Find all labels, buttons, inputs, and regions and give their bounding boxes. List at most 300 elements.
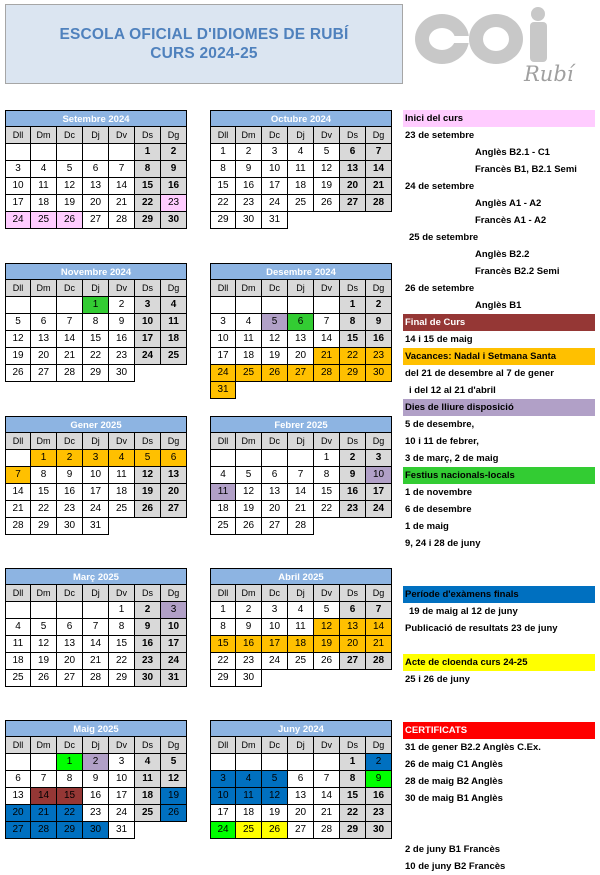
day-cell: 22	[31, 501, 57, 518]
weekday-header: Dj	[83, 737, 109, 754]
day-cell: 2	[109, 297, 135, 314]
day-cell: 30	[366, 365, 392, 382]
legend-heading: Acte de cloenda curs 24-25	[403, 654, 595, 671]
legend-item	[403, 807, 595, 824]
day-cell: 20	[161, 484, 187, 501]
empty-day-cell	[288, 450, 314, 467]
weekday-header: Ds	[340, 127, 366, 144]
day-cell: 5	[31, 619, 57, 636]
day-cell: 16	[366, 331, 392, 348]
legend-item: Francès A1 - A2	[475, 215, 547, 226]
day-cell: 3	[83, 450, 109, 467]
day-cell: 19	[5, 348, 31, 365]
course-year: CURS 2024-25	[150, 45, 258, 62]
weekday-header: Dc	[262, 433, 288, 450]
month-title: Desembre 2024	[210, 263, 392, 280]
legend-item	[403, 688, 595, 705]
day-cell: 18	[236, 805, 262, 822]
day-cell: 29	[210, 670, 236, 687]
day-cell: 5	[135, 450, 161, 467]
day-cell: 29	[83, 365, 109, 382]
day-cell: 4	[161, 297, 187, 314]
weekday-header: Dg	[161, 127, 187, 144]
day-cell: 16	[366, 788, 392, 805]
day-cell: 12	[31, 636, 57, 653]
day-cell: 2	[366, 754, 392, 771]
day-cell: 6	[262, 467, 288, 484]
day-cell: 2	[236, 144, 262, 161]
legend-item: Francès B2.2 Semi	[475, 266, 560, 277]
weekday-header: Dg	[366, 433, 392, 450]
day-cell: 20	[83, 195, 109, 212]
weekday-header: Dll	[210, 127, 236, 144]
weekday-header: Ds	[340, 585, 366, 602]
day-cell: 9	[161, 161, 187, 178]
legend-item: 1 de novembre	[405, 487, 473, 498]
day-cell: 23	[340, 501, 366, 518]
empty-day-cell	[5, 450, 31, 467]
day-cell: 28	[288, 518, 314, 535]
day-cell: 11	[5, 636, 31, 653]
day-cell: 5	[5, 314, 31, 331]
legend-item: 26 de maig C1 Anglès	[405, 759, 503, 770]
day-cell: 7	[366, 602, 392, 619]
day-cell: 2	[161, 144, 187, 161]
day-cell: 21	[109, 195, 135, 212]
day-cell: 2	[135, 602, 161, 619]
day-cell: 8	[83, 314, 109, 331]
weekday-header: Dg	[366, 585, 392, 602]
day-cell: 16	[340, 484, 366, 501]
day-cell: 30	[135, 670, 161, 687]
day-cell: 15	[109, 636, 135, 653]
day-cell: 17	[161, 636, 187, 653]
weekday-header: Dv	[109, 127, 135, 144]
day-cell: 26	[262, 822, 288, 839]
legend-heading: Festius nacionals-locals	[403, 467, 595, 484]
day-cell: 24	[5, 212, 31, 229]
day-cell: 17	[210, 805, 236, 822]
empty-day-cell	[288, 297, 314, 314]
day-cell: 25	[288, 195, 314, 212]
empty-day-cell	[109, 144, 135, 161]
day-cell: 10	[5, 178, 31, 195]
weekday-header: Dm	[236, 737, 262, 754]
day-cell: 11	[109, 467, 135, 484]
day-cell: 5	[314, 602, 340, 619]
day-cell: 27	[288, 365, 314, 382]
day-cell: 7	[57, 314, 83, 331]
weekday-header: Dv	[314, 737, 340, 754]
day-cell: 9	[109, 314, 135, 331]
day-cell: 11	[288, 161, 314, 178]
day-cell: 17	[109, 788, 135, 805]
empty-day-cell	[31, 602, 57, 619]
legend-item: 10 i 11 de febrer,	[405, 436, 479, 447]
day-cell: 9	[236, 161, 262, 178]
weekday-header: Dm	[236, 585, 262, 602]
legend-item: 1 de maig	[405, 521, 449, 532]
day-cell: 13	[57, 636, 83, 653]
day-cell: 9	[236, 619, 262, 636]
legend-item: 9, 24 i 28 de juny	[405, 538, 481, 549]
day-cell: 14	[366, 619, 392, 636]
empty-day-cell	[5, 144, 31, 161]
month-title: Abril 2025	[210, 568, 392, 585]
day-cell: 9	[135, 619, 161, 636]
day-cell: 19	[31, 653, 57, 670]
day-cell: 15	[210, 178, 236, 195]
weekday-header: Dv	[109, 585, 135, 602]
empty-day-cell	[262, 450, 288, 467]
day-cell: 28	[83, 670, 109, 687]
weekday-header: Dj	[83, 585, 109, 602]
day-cell: 31	[210, 382, 236, 399]
day-cell: 7	[314, 771, 340, 788]
empty-day-cell	[5, 754, 31, 771]
weekday-header: Dc	[262, 127, 288, 144]
day-cell: 14	[314, 788, 340, 805]
month-grid	[5, 280, 187, 382]
empty-day-cell	[5, 602, 31, 619]
day-cell: 17	[5, 195, 31, 212]
month-title: Febrer 2025	[210, 416, 392, 433]
day-cell: 28	[366, 653, 392, 670]
weekday-header: Dg	[366, 280, 392, 297]
legend-item	[403, 824, 595, 841]
day-cell: 14	[314, 331, 340, 348]
weekday-header: Dc	[57, 433, 83, 450]
empty-day-cell	[5, 297, 31, 314]
empty-day-cell	[236, 754, 262, 771]
day-cell: 12	[314, 619, 340, 636]
day-cell: 30	[83, 822, 109, 839]
day-cell: 11	[31, 178, 57, 195]
day-cell: 27	[340, 195, 366, 212]
day-cell: 23	[236, 195, 262, 212]
day-cell: 30	[109, 365, 135, 382]
empty-day-cell	[31, 297, 57, 314]
day-cell: 22	[57, 805, 83, 822]
legend-item: Anglès B1	[475, 300, 522, 311]
day-cell: 26	[161, 805, 187, 822]
day-cell: 24	[210, 822, 236, 839]
legend-item: Anglès B2.1 - C1	[475, 147, 550, 158]
day-cell: 25	[288, 653, 314, 670]
day-cell: 30	[161, 212, 187, 229]
day-cell: 3	[210, 314, 236, 331]
empty-day-cell	[288, 754, 314, 771]
day-cell: 17	[262, 636, 288, 653]
weekday-header: Dv	[109, 737, 135, 754]
month-grid	[5, 433, 187, 535]
legend-item: 28 de maig B2 Anglès	[405, 776, 503, 787]
day-cell: 1	[109, 602, 135, 619]
month-title: Maig 2025	[5, 720, 187, 737]
weekday-header: Dll	[5, 433, 31, 450]
weekday-header: Dc	[57, 737, 83, 754]
weekday-header: Ds	[135, 737, 161, 754]
day-cell: 30	[366, 822, 392, 839]
month-grid	[210, 127, 392, 229]
day-cell: 22	[340, 805, 366, 822]
legend-item: Anglès B2.2	[475, 249, 530, 260]
day-cell: 9	[340, 467, 366, 484]
legend-panel	[403, 110, 595, 875]
day-cell: 13	[288, 331, 314, 348]
weekday-header: Dv	[109, 433, 135, 450]
legend-item: 31 de gener B2.2 Anglès C.Ex.	[405, 742, 541, 753]
month-calendar	[5, 263, 187, 382]
day-cell: 3	[262, 144, 288, 161]
legend-item: Publicació de resultats 23 de juny	[405, 623, 558, 634]
logo-city: Rubí	[524, 62, 574, 86]
day-cell: 31	[109, 822, 135, 839]
weekday-header: Dm	[31, 280, 57, 297]
weekday-header: Ds	[340, 280, 366, 297]
day-cell: 24	[262, 195, 288, 212]
day-cell: 29	[210, 212, 236, 229]
day-cell: 26	[314, 195, 340, 212]
day-cell: 10	[210, 788, 236, 805]
weekday-header: Dm	[31, 737, 57, 754]
day-cell: 26	[262, 365, 288, 382]
empty-day-cell	[57, 144, 83, 161]
day-cell: 16	[109, 331, 135, 348]
legend-item: 6 de desembre	[405, 504, 472, 515]
day-cell: 16	[83, 788, 109, 805]
weekday-header: Dc	[262, 585, 288, 602]
day-cell: 28	[31, 822, 57, 839]
day-cell: 21	[83, 653, 109, 670]
legend-item: del 21 de desembre al 7 de gener	[405, 368, 554, 379]
month-calendar	[210, 263, 392, 399]
day-cell: 21	[314, 805, 340, 822]
weekday-header: Dll	[5, 585, 31, 602]
legend-heading: CERTIFICATS	[403, 722, 595, 739]
empty-day-cell	[262, 754, 288, 771]
day-cell: 8	[135, 161, 161, 178]
day-cell: 21	[31, 805, 57, 822]
weekday-header: Dg	[161, 737, 187, 754]
day-cell: 20	[288, 805, 314, 822]
weekday-header: Dm	[31, 127, 57, 144]
day-cell: 10	[109, 771, 135, 788]
day-cell: 1	[210, 144, 236, 161]
day-cell: 5	[161, 754, 187, 771]
day-cell: 15	[83, 331, 109, 348]
day-cell: 29	[57, 822, 83, 839]
day-cell: 11	[161, 314, 187, 331]
weekday-header: Dc	[57, 585, 83, 602]
weekday-header: Dg	[366, 737, 392, 754]
weekday-header: Dll	[210, 737, 236, 754]
empty-day-cell	[210, 297, 236, 314]
legend-item: 30 de maig B1 Anglès	[405, 793, 503, 804]
month-title: Novembre 2024	[5, 263, 187, 280]
day-cell: 3	[366, 450, 392, 467]
day-cell: 26	[57, 212, 83, 229]
legend-heading: Dies de lliure disposició	[403, 399, 595, 416]
day-cell: 11	[135, 771, 161, 788]
day-cell: 1	[57, 754, 83, 771]
day-cell: 6	[340, 602, 366, 619]
day-cell: 5	[262, 771, 288, 788]
legend-item: 5 de desembre,	[405, 419, 475, 430]
day-cell: 9	[366, 771, 392, 788]
weekday-header: Dg	[161, 433, 187, 450]
day-cell: 28	[314, 822, 340, 839]
day-cell: 3	[262, 602, 288, 619]
school-header	[5, 4, 403, 84]
day-cell: 25	[5, 670, 31, 687]
day-cell: 16	[57, 484, 83, 501]
day-cell: 8	[340, 314, 366, 331]
weekday-header: Ds	[135, 280, 161, 297]
day-cell: 13	[340, 619, 366, 636]
empty-day-cell	[236, 450, 262, 467]
day-cell: 25	[109, 501, 135, 518]
day-cell: 21	[5, 501, 31, 518]
day-cell: 29	[340, 822, 366, 839]
day-cell: 17	[210, 348, 236, 365]
day-cell: 20	[57, 653, 83, 670]
day-cell: 3	[210, 771, 236, 788]
day-cell: 21	[57, 348, 83, 365]
day-cell: 8	[57, 771, 83, 788]
day-cell: 10	[83, 467, 109, 484]
day-cell: 19	[262, 348, 288, 365]
day-cell: 23	[57, 501, 83, 518]
day-cell: 6	[57, 619, 83, 636]
day-cell: 18	[109, 484, 135, 501]
day-cell: 15	[314, 484, 340, 501]
day-cell: 15	[340, 331, 366, 348]
day-cell: 16	[161, 178, 187, 195]
day-cell: 12	[262, 331, 288, 348]
legend-item: 25 i 26 de juny	[405, 674, 470, 685]
empty-day-cell	[236, 297, 262, 314]
day-cell: 4	[135, 754, 161, 771]
day-cell: 4	[236, 314, 262, 331]
month-grid	[5, 737, 187, 839]
day-cell: 1	[135, 144, 161, 161]
day-cell: 29	[135, 212, 161, 229]
day-cell: 2	[57, 450, 83, 467]
day-cell: 18	[135, 788, 161, 805]
weekday-header: Dj	[83, 127, 109, 144]
day-cell: 25	[210, 518, 236, 535]
day-cell: 22	[109, 653, 135, 670]
weekday-header: Dj	[83, 280, 109, 297]
day-cell: 10	[161, 619, 187, 636]
day-cell: 23	[109, 348, 135, 365]
day-cell: 10	[366, 467, 392, 484]
weekday-header: Dj	[288, 737, 314, 754]
day-cell: 23	[135, 653, 161, 670]
weekday-header: Dm	[236, 280, 262, 297]
day-cell: 10	[262, 161, 288, 178]
day-cell: 18	[236, 348, 262, 365]
day-cell: 22	[210, 195, 236, 212]
day-cell: 27	[262, 518, 288, 535]
day-cell: 11	[236, 331, 262, 348]
legend-item: 3 de març, 2 de maig	[405, 453, 499, 464]
empty-day-cell	[31, 754, 57, 771]
legend-item: 26 de setembre	[405, 283, 475, 294]
day-cell: 21	[288, 501, 314, 518]
day-cell: 27	[31, 365, 57, 382]
day-cell: 22	[340, 348, 366, 365]
empty-day-cell	[57, 297, 83, 314]
day-cell: 4	[288, 602, 314, 619]
weekday-header: Dm	[236, 127, 262, 144]
empty-day-cell	[210, 450, 236, 467]
day-cell: 8	[340, 771, 366, 788]
day-cell: 25	[236, 822, 262, 839]
day-cell: 12	[262, 788, 288, 805]
day-cell: 28	[314, 365, 340, 382]
legend-item: Anglès A1 - A2	[475, 198, 542, 209]
day-cell: 9	[83, 771, 109, 788]
legend-item: 24 de setembre	[405, 181, 475, 192]
month-title: Juny 2024	[210, 720, 392, 737]
legend-item: 19 de maig al 12 de juny	[409, 606, 518, 617]
day-cell: 5	[236, 467, 262, 484]
day-cell: 19	[262, 805, 288, 822]
day-cell: 12	[135, 467, 161, 484]
day-cell: 20	[288, 348, 314, 365]
weekday-header: Dll	[5, 737, 31, 754]
day-cell: 6	[31, 314, 57, 331]
day-cell: 10	[210, 331, 236, 348]
day-cell: 25	[135, 805, 161, 822]
day-cell: 23	[366, 348, 392, 365]
day-cell: 2	[340, 450, 366, 467]
day-cell: 6	[340, 144, 366, 161]
eoi-logo	[412, 6, 592, 88]
day-cell: 4	[210, 467, 236, 484]
day-cell: 31	[83, 518, 109, 535]
empty-day-cell	[314, 297, 340, 314]
weekday-header: Dc	[262, 280, 288, 297]
day-cell: 1	[210, 602, 236, 619]
month-calendar	[210, 110, 392, 229]
day-cell: 1	[340, 754, 366, 771]
empty-day-cell	[83, 144, 109, 161]
day-cell: 14	[5, 484, 31, 501]
day-cell: 21	[314, 348, 340, 365]
month-calendar	[5, 720, 187, 839]
weekday-header: Ds	[340, 737, 366, 754]
day-cell: 16	[236, 178, 262, 195]
day-cell: 24	[366, 501, 392, 518]
day-cell: 25	[161, 348, 187, 365]
weekday-header: Ds	[135, 127, 161, 144]
day-cell: 7	[314, 314, 340, 331]
day-cell: 13	[5, 788, 31, 805]
weekday-header: Dv	[109, 280, 135, 297]
weekday-header: Dv	[314, 280, 340, 297]
day-cell: 31	[161, 670, 187, 687]
empty-day-cell	[83, 602, 109, 619]
legend-item: Francès B1, B2.1 Semi	[475, 164, 577, 175]
day-cell: 19	[135, 484, 161, 501]
weekday-header: Dll	[210, 433, 236, 450]
day-cell: 8	[210, 161, 236, 178]
day-cell: 22	[314, 501, 340, 518]
day-cell: 2	[236, 602, 262, 619]
